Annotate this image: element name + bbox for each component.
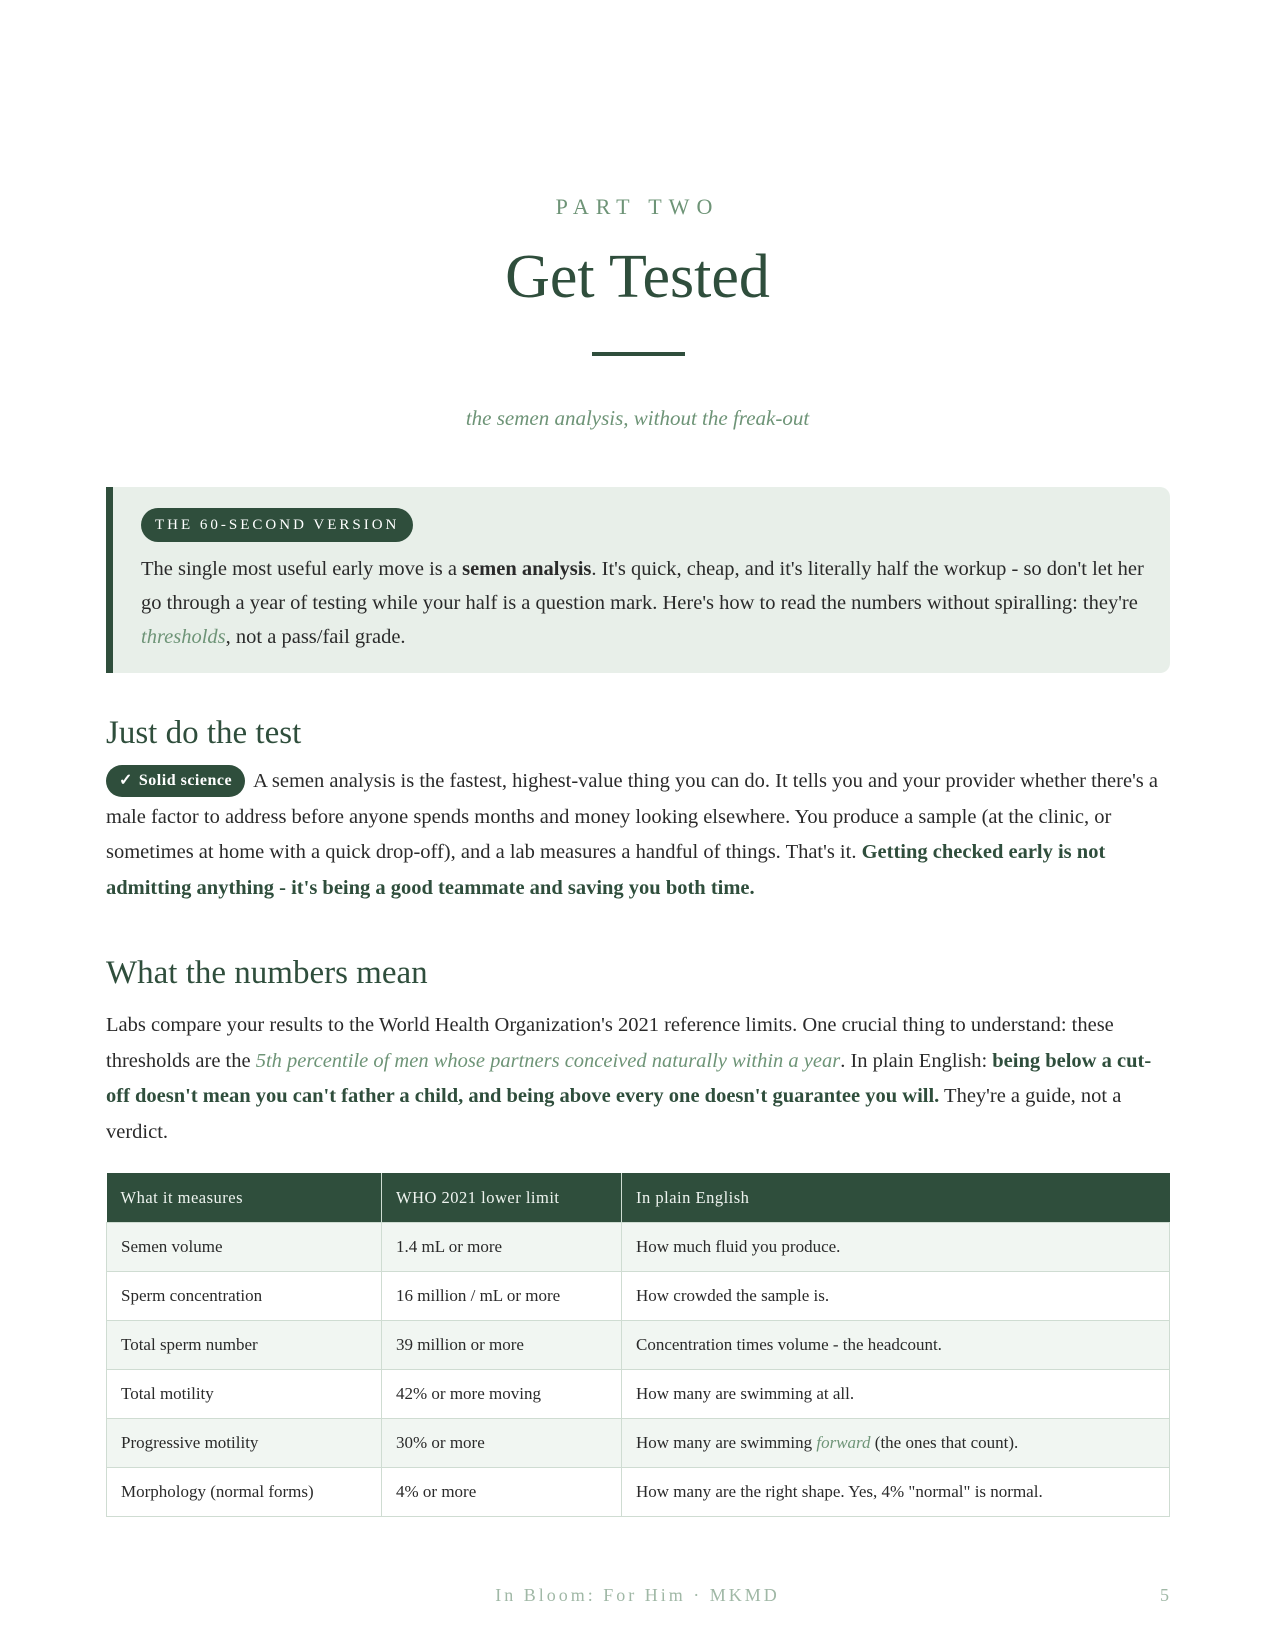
measure-cell: Total motility [107, 1370, 382, 1419]
column-header: WHO 2021 lower limit [382, 1173, 622, 1223]
check-icon: ✓ [119, 772, 133, 789]
page-subtitle: the semen analysis, without the freak-out [465, 406, 810, 430]
column-header: What it measures [107, 1173, 382, 1223]
footer-text: In Bloom: For Him · MKMD [495, 1585, 780, 1605]
limit-cell: 42% or more moving [382, 1370, 622, 1419]
column-header: In plain English [622, 1173, 1170, 1223]
plain-english-cell: How many are swimming at all. [622, 1370, 1170, 1419]
cell-italic: forward [816, 1433, 871, 1452]
measure-cell: Total sperm number [107, 1321, 382, 1370]
limit-cell: 4% or more [382, 1468, 622, 1517]
body-italic: 5th percentile of men whose partners conceived naturally within a year [255, 1049, 841, 1072]
badge-label: Solid science [138, 772, 233, 789]
page-number: 5 [1160, 1585, 1169, 1605]
table-row [107, 1370, 1170, 1419]
who-reference-table [106, 1173, 1170, 1517]
body-text: A semen analysis is the fastest, highest-value thing you can do. It tells you and your provider whether there's a male factor to address before anyone spends months and money looking elsewhere. You produce a sample (at the clinic, or sometimes at home with a quick drop-off), and a lab measures a handful of things. That's it. [106, 770, 1158, 863]
measure-cell: Progressive motility [107, 1419, 382, 1468]
section-numbers-body [106, 1008, 1172, 1150]
plain-english-cell: How much fluid you produce. [622, 1223, 1170, 1272]
callout-text-part: The single most useful early move is a [141, 558, 463, 580]
part-label: PART TWO [555, 194, 720, 219]
body-text: . In plain English: [840, 1049, 993, 1072]
table-header-row [107, 1173, 1170, 1223]
plain-english-cell [622, 1419, 1170, 1468]
plain-english-cell: How crowded the sample is. [622, 1272, 1170, 1321]
section-heading-test: Just do the test [106, 715, 302, 751]
summary-callout [106, 487, 1170, 673]
body-emphasis: being below a cut-off doesn't mean you can't father a child, and being above every one doesn't guarantee you will. [106, 1049, 1152, 1107]
cell-text: How many are swimming [636, 1433, 817, 1452]
callout-text-part: , not a pass/fail grade. [225, 626, 406, 648]
limit-cell: 1.4 mL or more [382, 1223, 622, 1272]
callout-italic: thresholds [141, 626, 226, 648]
measure-cell: Sperm concentration [107, 1272, 382, 1321]
plain-english-cell: How many are the right shape. Yes, 4% "normal" is normal. [622, 1468, 1170, 1517]
body-text: They're a guide, not a verdict. [106, 1085, 1122, 1143]
section-test-body [106, 764, 1172, 906]
table-row [107, 1468, 1170, 1517]
body-emphasis: Getting checked early is not admitting anything - it's being a good teammate and saving you both time. [106, 841, 1106, 899]
table-row [107, 1321, 1170, 1370]
limit-cell: 30% or more [382, 1419, 622, 1468]
limit-cell: 16 million / mL or more [382, 1272, 622, 1321]
measure-cell: Morphology (normal forms) [107, 1468, 382, 1517]
measure-cell: Semen volume [107, 1223, 382, 1272]
plain-english-cell: Concentration times volume - the headcount. [622, 1321, 1170, 1370]
solid-science-badge [106, 765, 245, 797]
table-row [107, 1223, 1170, 1272]
limit-cell: 39 million or more [382, 1321, 622, 1370]
callout-emphasis: semen analysis [462, 558, 592, 580]
callout-text-part: . It's quick, cheap, and it's literally half the workup - so don't let her go through a year of testing while your half is a question mark. Here's how to read the numbers without spiralling: they're [141, 558, 1144, 614]
body-text: Labs compare your results to the World Health Organization's 2021 reference limits. One crucial thing to understand: these thresholds are the [106, 1014, 1114, 1072]
callout-badge: THE 60-SECOND VERSION [141, 508, 413, 542]
title-divider [592, 352, 685, 356]
table-row [107, 1419, 1170, 1468]
section-heading-numbers: What the numbers mean [106, 955, 428, 991]
callout-text [141, 552, 1151, 654]
cell-text: (the ones that count). [870, 1433, 1019, 1452]
page-title: Get Tested [505, 243, 770, 311]
table-row [107, 1272, 1170, 1321]
